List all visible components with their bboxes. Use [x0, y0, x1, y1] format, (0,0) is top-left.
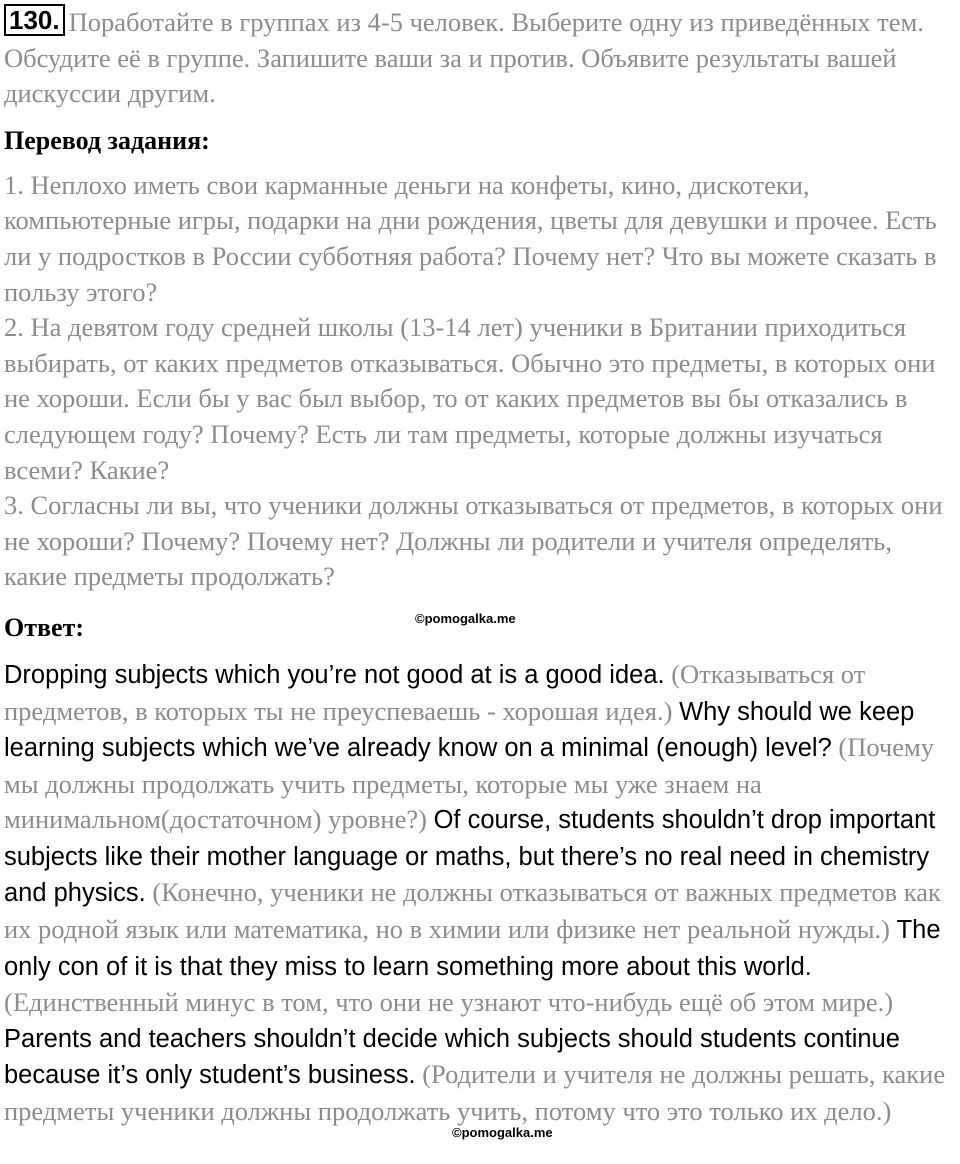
task-statement	[4, 4, 954, 112]
translation-item-2: 2. На девятом году средней школы (13-14 лет) ученики в Британии приходиться выбирать, от каких предметов отказываться. Обычно это предметы, в которых они не хороши. Если бы у вас был выбор, то от каких предметов вы бы отказались в следующем году? Почему? Есть ли там предметы, которые должны изучаться всеми? Какие?	[4, 312, 936, 485]
translation-items	[4, 168, 954, 595]
answer-ru-2: (Почему мы должны продолжать учить предметы, которые мы уже знаем на минимальном(достаточном) уровне?)	[4, 732, 935, 835]
translation-item-1: 1. Неплохо иметь свои карманные деньги на конфеты, кино, дискотеки, компьютерные игры, подарки на дни рождения, цветы для девушки и прочее. Есть ли у подростков в России субботняя работа? Почему нет? Что вы можете сказать в пользу этого?	[4, 169, 937, 307]
answer-ru-1: (Отказываться от предметов, в которых ты не преуспеваешь - хорошая идея.)	[4, 658, 866, 726]
task-number: 130.	[4, 4, 65, 36]
answer-text	[4, 657, 954, 1130]
answer-en-3: Of course, students shouldn’t drop important subjects like their mother language or maths, but there’s no real need in chemistry and physics.	[4, 806, 936, 908]
task-text: Поработайте в группах из 4-5 человек. Выберите одну из приведённых тем. Обсудите её в группе. Запишите ваши за и против. Объявите результаты вашей дискуссии другим.	[4, 7, 924, 109]
answer-ru-5: (Родители и учителя не должны решать, какие предметы ученики должны продолжать учить, потому что это только их дело.)	[4, 1059, 946, 1127]
answer-heading: Ответ:	[4, 612, 85, 642]
translation-item-3: 3. Согласны ли вы, что ученики должны отказываться от предметов, в которых они не хороши? Почему? Почему нет? Должны ли родители и учителя определять, какие предметы продолжать?	[4, 490, 943, 592]
answer-ru-4: (Единственный минус в том, что они не узнают что-нибудь ещё об этом мире.)	[4, 987, 894, 1018]
watermark-top: ©pomogalka.me	[415, 610, 516, 626]
answer-en-1: Dropping subjects which you’re not good at is a good idea.	[4, 660, 665, 689]
watermark-bottom: ©pomogalka.me	[452, 1125, 553, 1140]
answer-ru-3: (Конечно, ученики не должны отказываться от важных предметов как их родной язык или математика, но в химии или физике нет реальной нужды.)	[4, 877, 941, 945]
answer-en-2: Why should we keep learning subjects which we’ve already know on a minimal (enough) level?	[4, 697, 915, 763]
answer-en-5: Parents and teachers shouldn’t decide which subjects should students continue because it’s only student’s business.	[4, 1024, 900, 1090]
answer-en-4: The only con of it is that they miss to learn something more about this world.	[4, 916, 941, 981]
translation-heading: Перевод задания:	[4, 125, 210, 155]
answer-heading-row	[4, 601, 954, 641]
